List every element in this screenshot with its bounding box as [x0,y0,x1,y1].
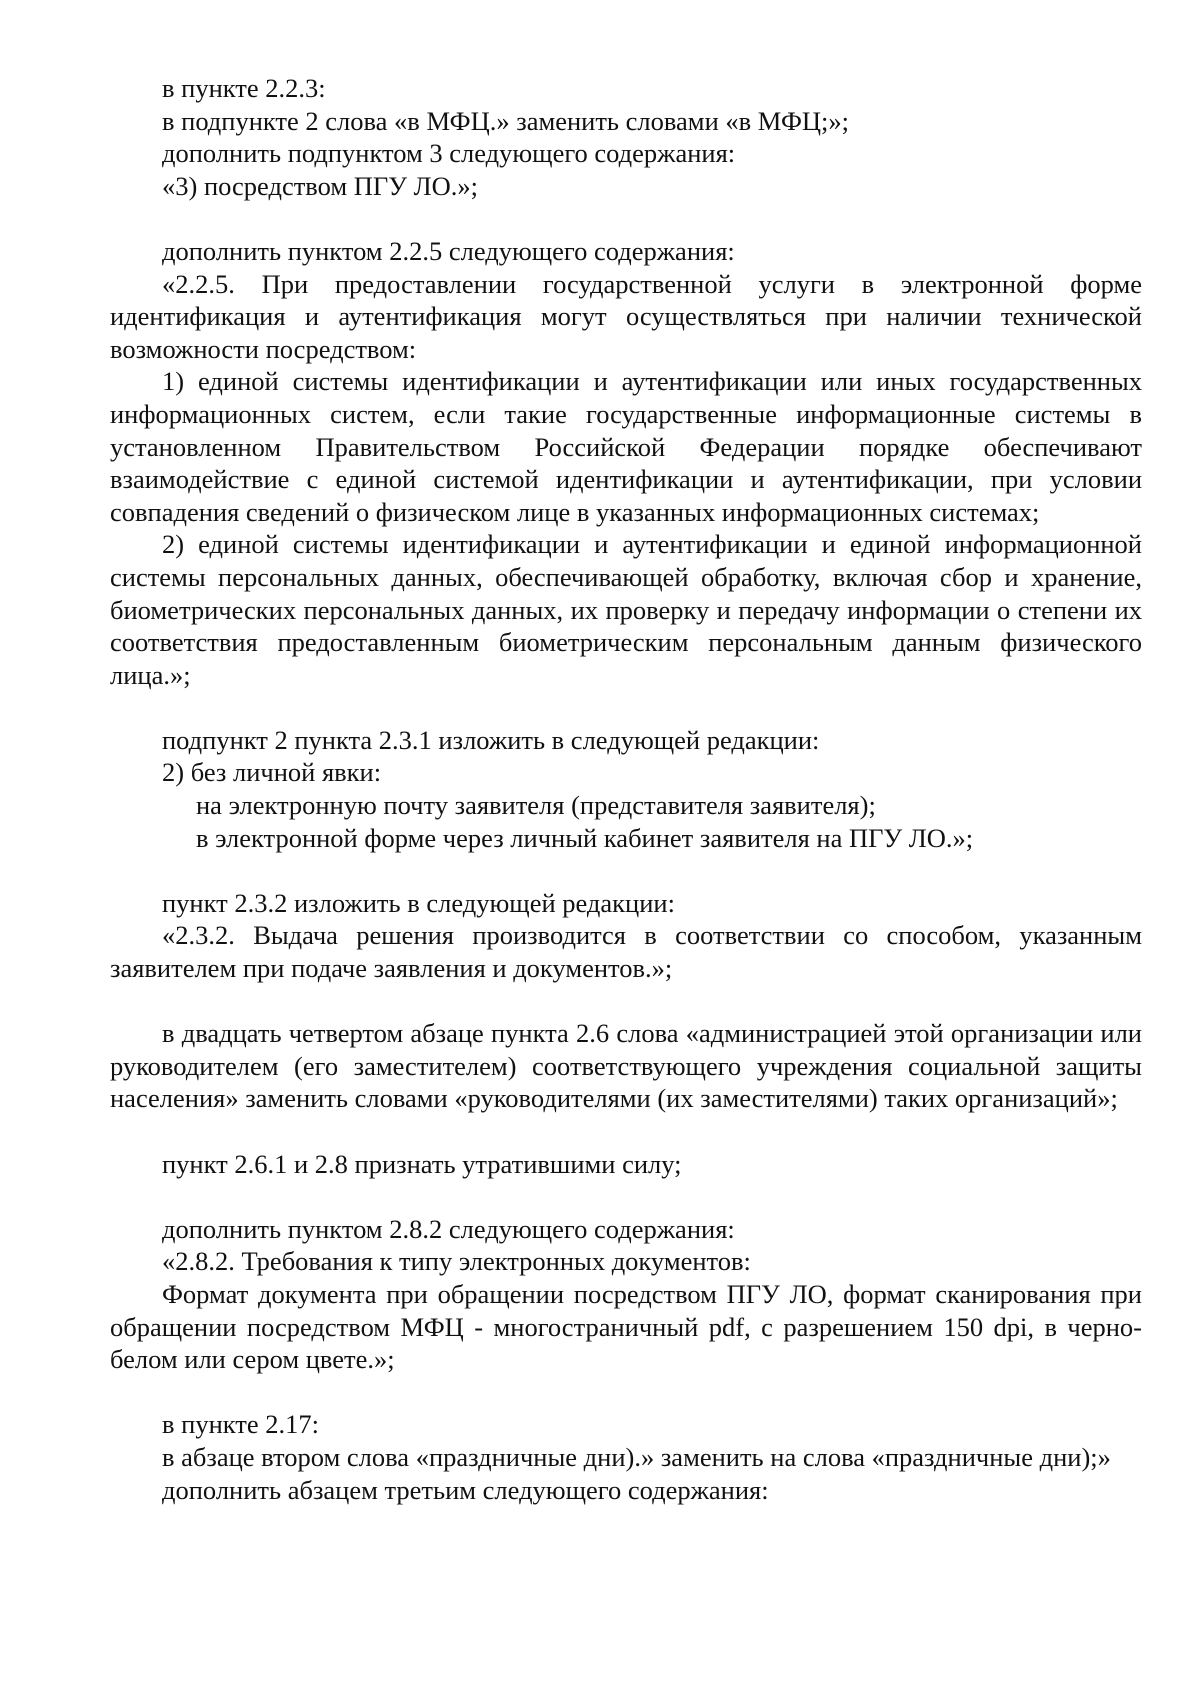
paragraph: пункт 2.3.2 изложить в следующей редакции: [162,887,675,918]
paragraph: «2.2.5. При предоставлении государственной услуги в электронной форме идентификация и аутентификация могут осуществляться при наличии технической возможности посредством: [110,268,1142,364]
paragraph: дополнить пунктом 2.2.5 следующего содержания: [162,235,735,266]
list-subitem: на электронную почту заявителя (представителя заявителя); [196,790,876,821]
blank-line [110,1376,1142,1409]
paragraph: дополнить пунктом 2.8.2 следующего содержания: [162,1213,735,1244]
list-item: 2) без личной явки: [162,757,382,788]
paragraph: «2.8.2. Требования к типу электронных документов: [162,1246,751,1277]
paragraph: в подпункте 2 слова «в МФЦ.» заменить словами «в МФЦ;»; [162,105,850,136]
paragraph: дополнить абзацем третьим следующего содержания: [162,1474,769,1505]
blank-line [110,1115,1142,1148]
paragraph: Формат документа при обращении посредством ПГУ ЛО, формат сканирования при обращении посредством МФЦ - многостраничный pdf, с разрешением 150 dpi, в черно-белом или сером цвете.»; [110,1278,1142,1375]
paragraph: дополнить подпунктом 3 следующего содержания: [162,138,736,169]
paragraph: «3) посредством ПГУ ЛО.»; [162,170,478,201]
paragraph: подпункт 2 пункта 2.3.1 изложить в следующей редакции: [162,724,820,755]
document-page [110,72,1142,1506]
blank-line [110,691,1142,724]
blank-line [110,1180,1142,1213]
paragraph: в пункте 2.17: [162,1409,319,1440]
paragraph: 1) единой системы идентификации и аутентификации или иных государственных информационных систем, если такие государственные информационные системы в установленном Правительством Российской Федерации порядке обеспечивают взаимодействие с единой системой идентификации и аутентификации, при условии совпадения сведений о физическом лице в указанных информационных системах; [110,366,1142,527]
blank-line [110,202,1142,235]
blank-line [110,985,1142,1018]
list-subitem: в электронной форме через личный кабинет заявителя на ПГУ ЛО.»; [196,822,974,853]
paragraph: пункт 2.6.1 и 2.8 признать утратившими силу; [162,1148,682,1179]
paragraph: «2.3.2. Выдача решения производится в соответствии со способом, указанным заявителем при подаче заявления и документов.»; [110,920,1142,984]
paragraph: в абзаце втором слова «праздничные дни).» заменить на слова «праздничные дни);» [162,1441,1111,1472]
blank-line [110,854,1142,887]
paragraph: в пункте 2.2.3: [162,73,326,103]
paragraph: 2) единой системы идентификации и аутентификации и единой информационной системы персональных данных, обеспечивающей обработку, включая сбор и хранение, биометрических персональных данных, их проверку и передачу информации о степени их соответствия предоставленным биометрическим персональным данным физического лица.»; [110,529,1142,690]
paragraph: в двадцать четвертом абзаце пункта 2.6 слова «администрацией этой организации или руководителем (его заместителем) соответствующего учреждения социальной защиты населения» заменить словами «руководителями (их заместителями) таких организаций»; [110,1018,1142,1114]
